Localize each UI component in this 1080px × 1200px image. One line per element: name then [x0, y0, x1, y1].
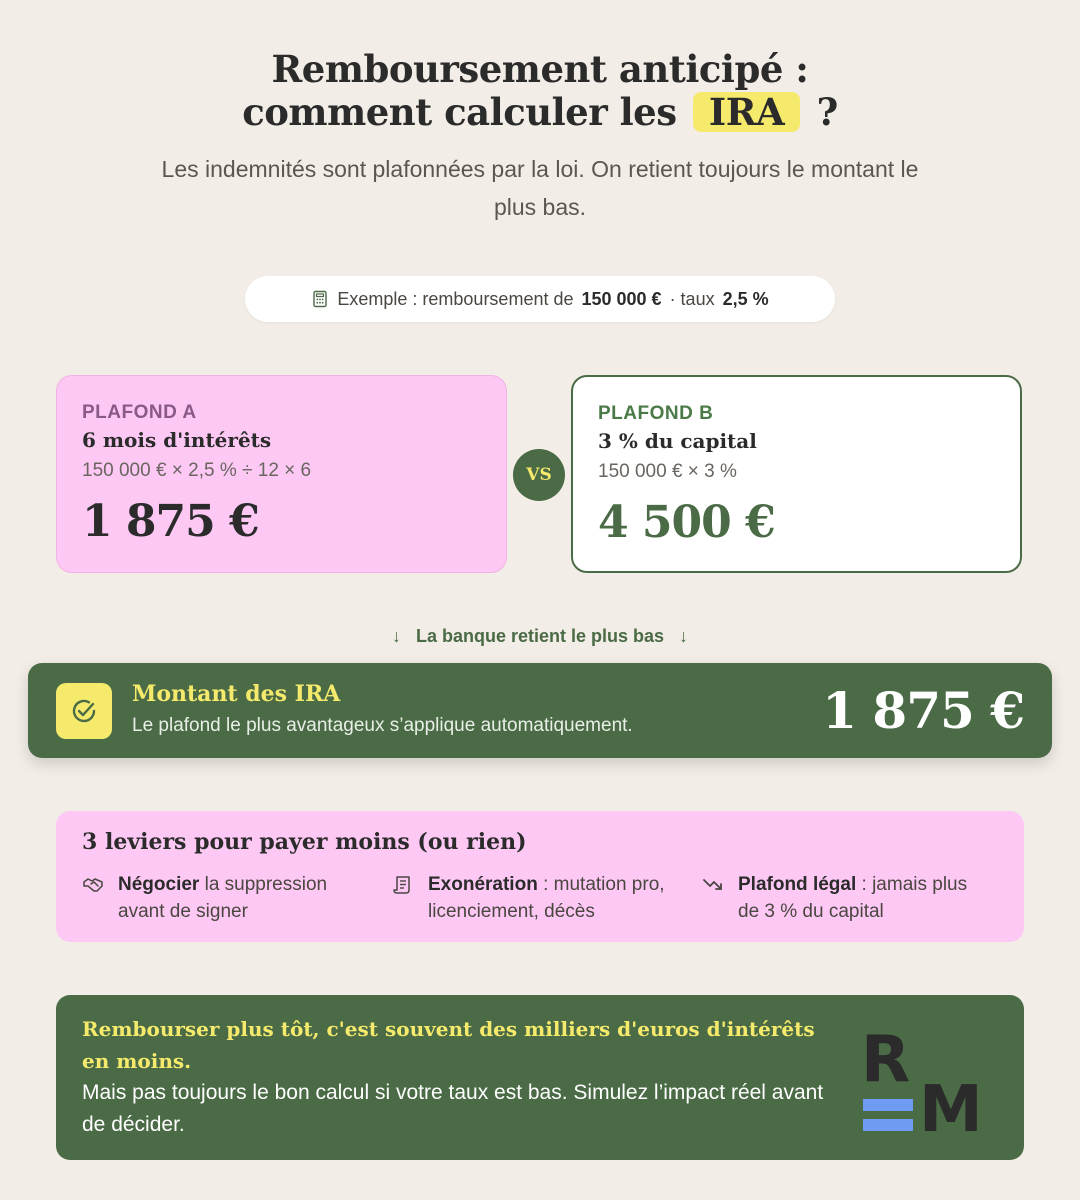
title-suffix: ? — [816, 90, 838, 134]
result-description: Le plafond le plus avantageux s’applique automatiquement. — [132, 715, 633, 736]
arrow-down-icon: ↓ — [391, 626, 401, 646]
handshake-icon — [82, 874, 104, 896]
result-title: Montant des IRA — [132, 681, 341, 707]
plafond-a-heading: 6 mois d'intérêts — [82, 428, 272, 452]
logo-letter-m: M — [919, 1073, 981, 1137]
trend-down-icon — [702, 874, 724, 896]
footer-title: Rembourser plus tôt, c'est souvent des milliers d'euros d'intérêts en moins. — [82, 1017, 815, 1073]
lever-text: de 3 % du capital — [738, 901, 884, 922]
title-prefix: comment calculer les — [242, 90, 677, 134]
lever-bold: Exonération — [428, 874, 538, 895]
result-banner — [28, 663, 1052, 758]
lever-bold: Plafond légal — [738, 874, 857, 895]
title-highlight: IRA — [693, 92, 800, 132]
plafond-a-formula: 150 000 € × 2,5 % ÷ 12 × 6 — [82, 460, 312, 481]
plafond-b-amount: 4 500 € — [598, 497, 775, 548]
example-prefix: Exemple : remboursement de — [337, 288, 574, 309]
retains-note — [0, 626, 1080, 647]
lever-item — [82, 871, 372, 925]
calculator-icon — [311, 290, 329, 308]
example-amount: 150 000 € — [581, 288, 662, 309]
lever-text: : mutation pro, — [537, 874, 665, 895]
levers-title: 3 leviers pour payer moins (ou rien) — [82, 829, 527, 855]
plafond-b-card — [571, 375, 1022, 573]
plafond-a-card — [56, 375, 507, 573]
check-circle-icon — [56, 683, 112, 739]
retains-label: La banque retient le plus bas — [415, 626, 665, 646]
lever-item — [702, 871, 1002, 925]
scroll-icon — [392, 874, 414, 896]
lever-text: : jamais plus — [856, 874, 968, 895]
result-amount: 1 875 € — [822, 681, 1024, 740]
lever-item — [392, 871, 692, 925]
lever-text: licenciement, décès — [428, 901, 595, 922]
plafond-b-heading: 3 % du capital — [598, 429, 757, 453]
brand-logo — [861, 1025, 981, 1137]
levers-panel — [56, 811, 1024, 942]
title-line-2 — [0, 91, 1080, 134]
example-rate: 2,5 % — [722, 288, 769, 309]
arrow-down-icon: ↓ — [679, 626, 689, 646]
plafond-b-kicker: PLAFOND B — [598, 403, 714, 424]
plafond-a-kicker: PLAFOND A — [82, 402, 197, 423]
example-pill — [245, 276, 835, 322]
lever-text: avant de signer — [118, 901, 248, 922]
logo-letter-r: R — [861, 1025, 911, 1097]
lever-text: la suppression — [199, 874, 328, 895]
page-title — [0, 48, 1080, 134]
plafond-a-amount: 1 875 € — [82, 496, 259, 547]
title-line-1: Remboursement anticipé : — [271, 47, 809, 91]
plafond-b-formula: 150 000 € × 3 % — [598, 461, 737, 482]
subtitle: Les indemnités sont plafonnées par la loi. On retient toujours le montant le plus bas. — [161, 156, 919, 220]
footer-description: Mais pas toujours le bon calcul si votre taux est bas. Simulez l’impact réel avant de décider. — [82, 1081, 824, 1136]
vs-badge: VS — [513, 449, 565, 501]
footer-banner — [56, 995, 1024, 1160]
lever-bold: Négocier — [118, 874, 200, 895]
example-separator: · taux — [669, 288, 715, 309]
